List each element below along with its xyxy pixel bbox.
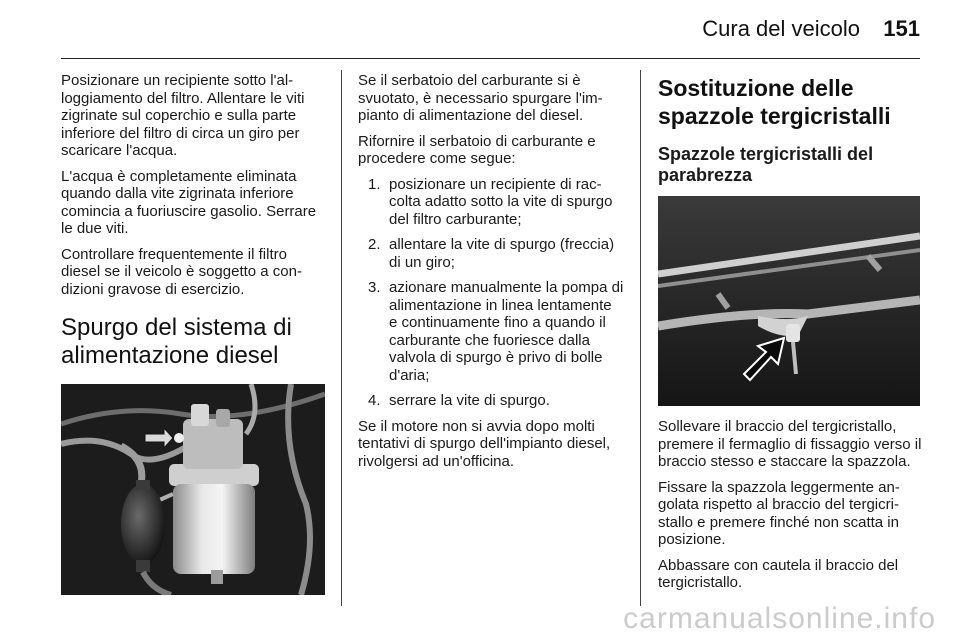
paragraph: Posizionare un recipiente sotto l'alloggiamento del filtro. Allentare le viti zigrinate sul coperchio e sulla parte inferiore del filtro di circa un giro per scaricare l'acqua. (61, 72, 305, 159)
paragraph: Abbassare con cautela il braccio del tergicristallo. (658, 556, 899, 591)
column-2 (358, 72, 624, 478)
step-number: 2. (368, 236, 381, 253)
section-heading: Sostituzione delle spazzole tergicristalli (658, 75, 891, 129)
wiper-blade-illustration (658, 196, 920, 406)
paragraph: L'acqua è completamente eliminata quando dalla vite zigrinata inferiore comincia a fuoriuscire gasolio. Serrare le due viti. (61, 167, 317, 237)
paragraph: Se il serbatoio del carburante si è svuotato, è necessario spurgare l'impianto di alimentazione del diesel. (358, 72, 603, 124)
paragraph: Sollevare il braccio del tergicristallo, premere il fermaglio di fissaggio verso il braccio stesso e staccare la spazzola. (658, 418, 922, 470)
step-text: posizionare un recipiente di raccolta adatto sotto la vite di spurgo del filtro carburante; (389, 175, 613, 228)
column-1 (61, 72, 325, 595)
page-number: 151 (883, 16, 920, 41)
list-item (358, 236, 624, 271)
step-text: azionare manualmente la pompa di alimentazione in linea lentamente e continuamente fino a quando il carburante che fuoriesce dalla valvola di spurgo è privo di bolle d'aria; (389, 279, 624, 384)
column-divider-2 (640, 70, 641, 606)
procedure-steps (358, 176, 624, 410)
step-number: 1. (368, 175, 381, 193)
list-item (358, 279, 624, 384)
paragraph: Se il motore non si avvia dopo molti tentativi di spurgo dell'impianto diesel, rivolgersi ad un'officina. (358, 417, 611, 470)
list-item (358, 392, 624, 410)
watermark: carmanualsonline.info (623, 602, 936, 635)
paragraph: Fissare la spazzola leggermente angolata rispetto al braccio del tergicristallo e premere finché non scatta in posizione. (658, 478, 900, 548)
subsection-heading: Spazzole tergicristalli del parabrezza (658, 144, 874, 185)
step-text: serrare la vite di spurgo. (389, 392, 550, 409)
fuel-filter-bleeding-illustration (61, 384, 325, 595)
column-3 (658, 74, 922, 600)
column-divider-1 (341, 70, 342, 606)
step-number: 3. (368, 279, 381, 296)
paragraph: Rifornire il serbatoio di carburante e procedere come segue: (358, 132, 596, 167)
header-rule (61, 58, 920, 59)
section-heading: Spurgo del sistema di alimentazione diesel (61, 314, 292, 369)
list-item (358, 176, 624, 229)
step-text: allentare la vite di spurgo (freccia) di un giro; (389, 236, 615, 271)
running-header-title: Cura del veicolo (702, 16, 860, 41)
paragraph: Controllare frequentemente il filtro diesel se il veicolo è soggetto a condizioni gravose di esercizio. (61, 245, 302, 298)
step-number: 4. (368, 392, 381, 409)
